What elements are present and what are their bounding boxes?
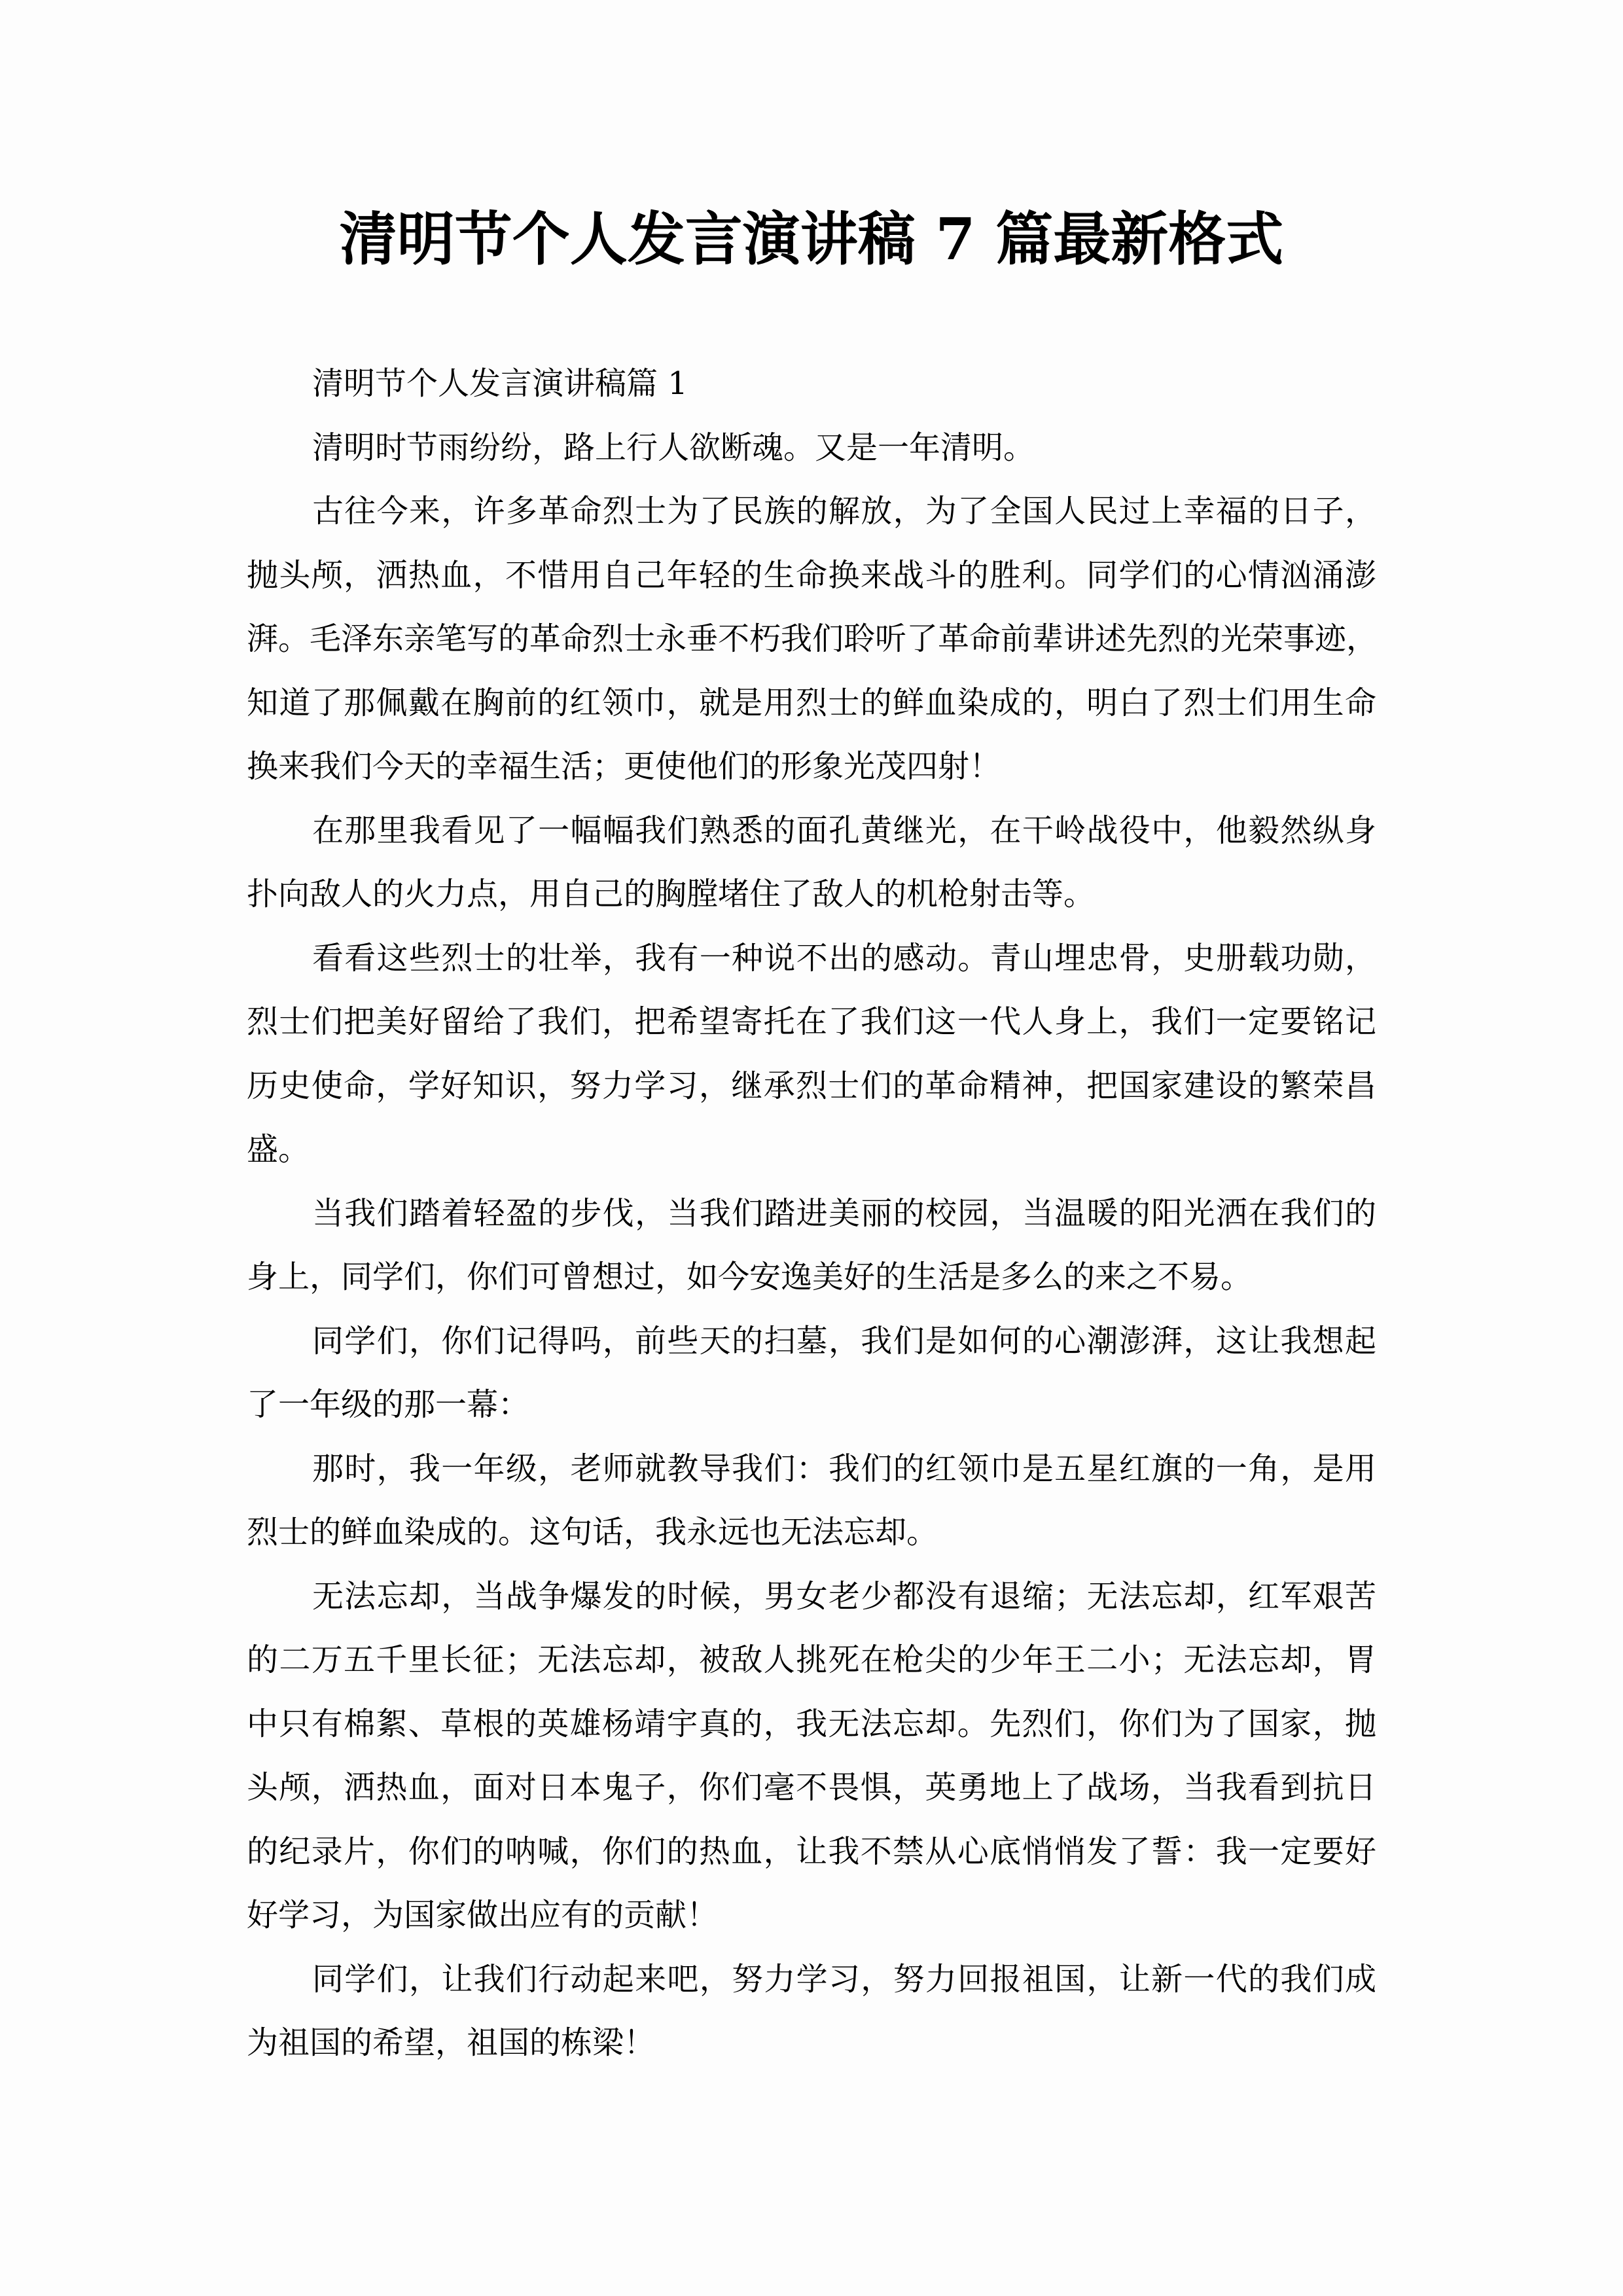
paragraph-2-line-4: 知道了那佩戴在胸前的红领巾，就是用烈士的鲜血染成的，明白了烈士们用生命 [247, 684, 1376, 721]
paragraph-4-line-3: 历史使命，学好知识，努力学习，继承烈士们的革命精神，把国家建设的繁荣昌 [247, 1067, 1376, 1104]
paragraph-2-line-2: 抛头颅，洒热血，不惜用自己年轻的生命换来战斗的胜利。同学们的心情汹涌澎 [247, 556, 1376, 594]
paragraph-8-line-3: 中只有棉絮、草根的英雄杨靖宇真的，我无法忘却。先烈们，你们为了国家，抛 [247, 1705, 1376, 1742]
paragraph-8-line-6: 好学习，为国家做出应有的贡献！ [247, 1897, 719, 1933]
paragraph-9-line-2: 为祖国的希望，祖国的栋梁！ [247, 2024, 656, 2061]
paragraph-8-line-5: 的纪录片，你们的呐喊，你们的热血，让我不禁从心底悄悄发了誓：我一定要好 [247, 1833, 1376, 1870]
document-title: 清明节个人发言演讲稿 7 篇最新格式 [339, 205, 1284, 273]
paragraph-7-line-1: 那时，我一年级，老师就教导我们：我们的红领巾是五星红旗的一角，是用 [312, 1450, 1376, 1487]
paragraph-4-line-4: 盛。 [247, 1131, 310, 1168]
paragraph-6-line-2: 了一年级的那一幕： [247, 1386, 530, 1423]
section-heading: 清明节个人发言演讲稿篇 1 [312, 365, 688, 402]
paragraph-8-line-2: 的二万五千里长征；无法忘却，被敌人挑死在枪尖的少年王二小；无法忘却，胃 [247, 1641, 1376, 1678]
paragraph-3-line-2: 扑向敌人的火力点，用自己的胸膛堵住了敌人的机枪射击等。 [247, 876, 1096, 912]
paragraph-8-line-1: 无法忘却，当战争爆发的时候，男女老少都没有退缩；无法忘却，红军艰苦 [312, 1577, 1376, 1615]
paragraph-2-line-5: 换来我们今天的幸福生活；更使他们的形象光茂四射！ [247, 748, 1001, 785]
paragraph-9-line-1: 同学们，让我们行动起来吧，努力学习，努力回报祖国，让新一代的我们成 [312, 1960, 1376, 1998]
paragraph-8-line-4: 头颅，洒热血，面对日本鬼子，你们毫不畏惧，英勇地上了战场，当我看到抗日 [247, 1769, 1376, 1806]
paragraph-4-line-1: 看看这些烈士的壮举，我有一种说不出的感动。青山埋忠骨，史册载功勋， [312, 939, 1376, 977]
paragraph-3-line-1: 在那里我看见了一幅幅我们熟悉的面孔黄继光，在干岭战役中，他毅然纵身 [312, 812, 1376, 849]
paragraph-5-line-2: 身上，同学们，你们可曾想过，如今安逸美好的生活是多么的来之不易。 [247, 1259, 1253, 1295]
paragraph-2-line-3: 湃。毛泽东亲笔写的革命烈士永垂不朽我们聆听了革命前辈讲述先烈的光荣事迹， [247, 620, 1378, 657]
paragraph-7-line-2: 烈士的鲜血染成的。这句话，我永远也无法忘却。 [247, 1514, 938, 1551]
document-body [247, 352, 1376, 2075]
paragraph-2-line-1: 古往今来，许多革命烈士为了民族的解放，为了全国人民过上幸福的日子， [312, 493, 1376, 529]
paragraph-4-line-2: 烈士们把美好留给了我们，把希望寄托在了我们这一代人身上，我们一定要铭记 [247, 1003, 1376, 1040]
paragraph-6-line-1: 同学们，你们记得吗，前些天的扫墓，我们是如何的心潮澎湃，这让我想起 [312, 1322, 1376, 1359]
paragraph-5-line-1: 当我们踏着轻盈的步伐，当我们踏进美丽的校园，当温暖的阳光洒在我们的 [312, 1194, 1376, 1232]
paragraph-1-line-1: 清明时节雨纷纷，路上行人欲断魂。又是一年清明。 [312, 429, 1035, 466]
